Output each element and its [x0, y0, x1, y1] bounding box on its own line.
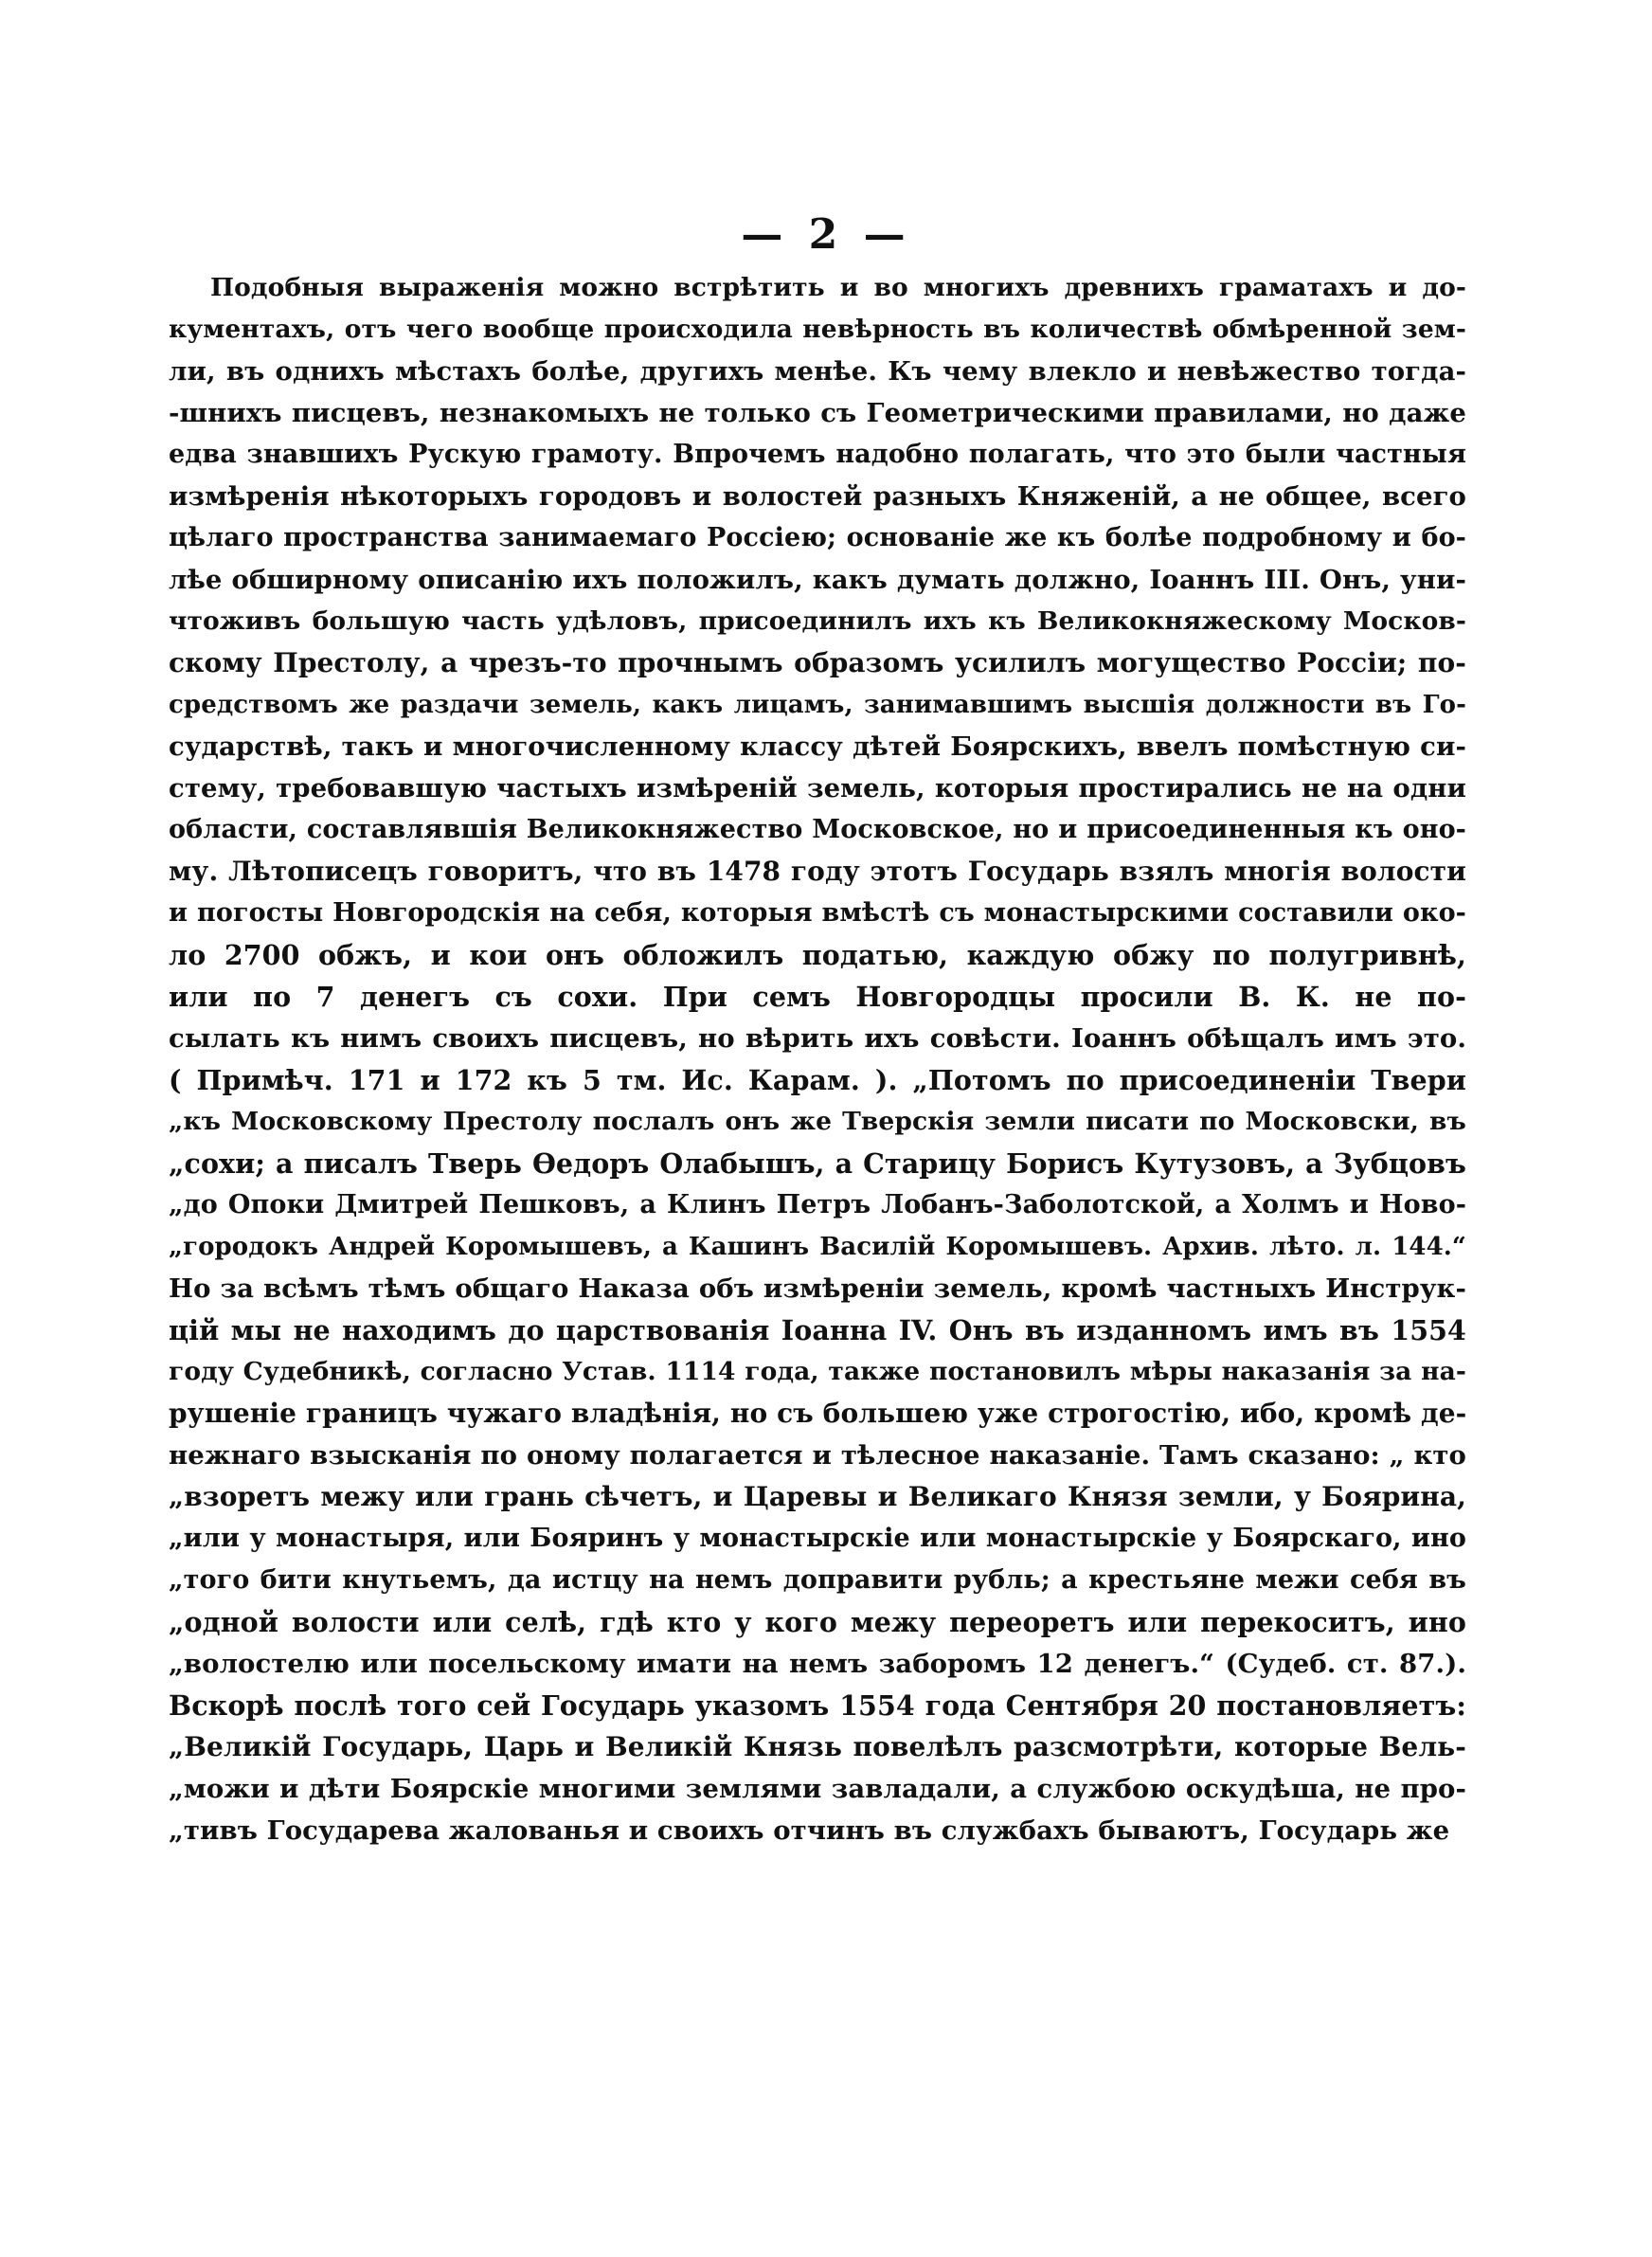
text-line: чтоживъ большую часть удѣловъ, присоединилъ ихъ къ Великокняжескому Москов-	[169, 606, 1466, 636]
text-line: Но за всѣмъ тѣмъ общаго Наказа объ измѣреніи земель, кромѣ частныхъ Инструк-	[169, 1273, 1466, 1304]
text-line: Подобныя выраженія можно встрѣтить и во многихъ древнихъ граматахъ и до-	[210, 273, 1466, 302]
text-line: „волостелю или посельскому имати на немъ заборомъ 12 денегъ.“ (Судеб. ст. 87.).	[169, 1649, 1466, 1679]
text-line: стему, требовавшую частыхъ измѣреній земель, которыя простирались не на одни	[169, 773, 1466, 803]
text-line: рушеніе границъ чужаго владѣнія, но съ большею уже строгостію, ибо, кромѣ де-	[169, 1398, 1467, 1429]
text-line: „одной волости или селѣ, гдѣ кто у кого межу переоретъ или перекоситъ, ино	[169, 1606, 1466, 1638]
text-line: -шнихъ писцевъ, незнакомыхъ не только съ Геометрическими правилами, но даже	[169, 398, 1466, 428]
text-line: „того бити кнутьемъ, да истцу на немъ доправити рубль; а крестьяне межи себя въ	[169, 1565, 1466, 1595]
text-line: „сохи; а писалъ Тверь Өедоръ Олабышъ, а Старицу Борисъ Кутузовъ, а Зубцовъ	[169, 1147, 1466, 1180]
text-line: кументахъ, отъ чего вообще происходила невѣрность въ количествѣ обмѣренной зем-	[169, 315, 1466, 344]
text-line: му. Лѣтописецъ говоритъ, что въ 1478 году этотъ Государь взялъ многія волости	[169, 856, 1466, 887]
text-line: или по 7 денегъ съ сохи. При семъ Новгородцы просили В. К. не по-	[169, 981, 1466, 1013]
text-line: скому Престолу, а чрезъ-то прочнымъ образомъ усилилъ могущество Россіи; по-	[169, 647, 1466, 678]
text-line: области, составлявшія Великокняжество Московское, но и присоединенныя къ оно-	[169, 815, 1466, 844]
text-line: сылать къ нимъ своихъ писцевъ, но вѣрить ихъ совѣсти. Іоаннъ обѣщалъ имъ это.	[169, 1023, 1466, 1054]
text-line: ло 2700 обжъ, и кои онъ обложилъ податью, каждую обжу по полугривнѣ,	[169, 939, 1466, 971]
text-line: нежнаго взысканія по оному полагается и тѣлесное наказаніе. Тамъ сказано: „ кто	[169, 1440, 1466, 1471]
text-line: „или у монастыря, или Бояринъ у монастырскіе или монастырскіе у Боярскаго, ино	[169, 1524, 1466, 1553]
text-line: „городокъ Андрей Коромышевъ, а Кашинъ Василій Коромышевъ. Архив. лѣто. л. 144.“	[169, 1233, 1466, 1261]
text-line: едва знавшихъ Рускую грамоту. Впрочемъ надобно полагать, что это были частныя	[169, 440, 1466, 469]
text-line: „до Опоки Дмитрей Пешковъ, а Клинъ Петръ Лобанъ-Заболотской, а Холмъ и Ново-	[169, 1190, 1466, 1219]
text-line: цѣлаго пространства занимаемаго Россіею; основаніе же къ болѣе подробному и бо-	[169, 523, 1466, 552]
text-line: средствомъ же раздачи земель, какъ лицамъ, занимавшимъ высшія должности въ Го-	[169, 691, 1466, 719]
text-line: цій мы не находимъ до царствованія Іоанна IV. Онъ въ изданномъ имъ въ 1554	[169, 1314, 1466, 1346]
text-line: ( Примѣч. 171 и 172 къ 5 тм. Ис. Карам. ). „Потомъ по присоединеніи Твери	[169, 1064, 1466, 1096]
text-line: и погосты Новгородскія на себя, которыя вмѣстѣ съ монастырскими составили око-	[169, 898, 1466, 928]
body-text	[169, 267, 1466, 1851]
text-line: „тивъ Государева жалованья и своихъ отчинъ въ службахъ бываютъ, Государь же	[169, 1815, 1450, 1846]
text-line: году Судебникѣ, согласно Устав. 1114 года, также постановилъ мѣры наказанія за на-	[169, 1357, 1466, 1386]
text-line: ли, въ однихъ мѣстахъ болѣе, другихъ менѣе. Къ чему влекло и невѣжество тогда-	[169, 356, 1466, 387]
text-line: „Великій Государь, Царь и Великій Князь повелѣлъ разсмотрѣти, которые Вель-	[169, 1731, 1466, 1762]
text-line: измѣренія нѣкоторыхъ городовъ и волостей разныхъ Княженій, а не общее, всего	[169, 481, 1466, 512]
text-line: „къ Московскому Престолу послалъ онъ же Тверскія земли писати по Московски, въ	[169, 1107, 1466, 1136]
page-number: — 2 —	[741, 210, 911, 259]
text-line: „можи и дѣти Боярскіе многими землями завладали, а службою оскудѣша, не про-	[169, 1774, 1466, 1804]
text-line: лѣе обширному описанію ихъ положилъ, какъ думать должно, Іоаннъ III. Онъ, уни-	[169, 565, 1466, 595]
text-line: „взоретъ межу или грань сѣчетъ, и Царевы и Великаго Князя земли, у Боярина,	[169, 1481, 1466, 1512]
text-line: Вскорѣ послѣ того сей Государь указомъ 1554 года Сентября 20 постановляетъ:	[169, 1689, 1466, 1722]
text-line: сударствѣ, такъ и многочисленному классу дѣтей Боярскихъ, ввелъ помѣстную си-	[169, 731, 1466, 762]
